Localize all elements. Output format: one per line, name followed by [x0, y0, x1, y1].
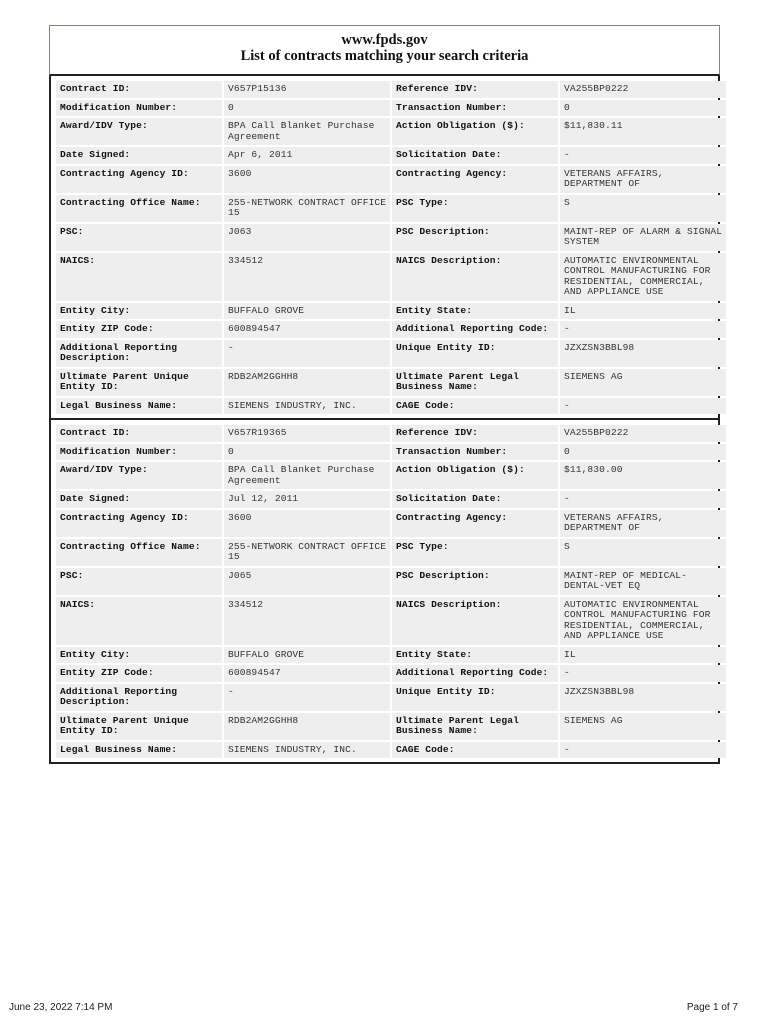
field-label: PSC:	[56, 224, 222, 251]
table-row	[56, 303, 726, 320]
field-value: 334512	[224, 253, 390, 301]
field-label: Contracting Office Name:	[56, 195, 222, 222]
field-value: MAINT-REP OF MEDICAL-DENTAL-VET EQ	[560, 568, 726, 595]
field-label: PSC Description:	[392, 568, 558, 595]
field-label: Contracting Office Name:	[56, 539, 222, 566]
field-value: BPA Call Blanket Purchase Agreement	[224, 118, 390, 145]
field-label: Entity City:	[56, 303, 222, 320]
field-label: Legal Business Name:	[56, 742, 222, 759]
field-label: Award/IDV Type:	[56, 118, 222, 145]
field-value: VA255BP0222	[560, 81, 726, 98]
field-label: NAICS:	[56, 597, 222, 645]
page-title: List of contracts matching your search criteria	[240, 48, 529, 64]
table-row	[56, 597, 726, 645]
table-row	[56, 510, 726, 537]
field-value: -	[560, 321, 726, 338]
contract-record	[51, 76, 723, 418]
field-value: -	[560, 491, 726, 508]
table-row	[56, 713, 726, 740]
field-value: 255-NETWORK CONTRACT OFFICE 15	[224, 539, 390, 566]
field-value: J065	[224, 568, 390, 595]
field-label: PSC Description:	[392, 224, 558, 251]
field-value: J063	[224, 224, 390, 251]
table-row	[56, 462, 726, 489]
field-value: -	[224, 684, 390, 711]
field-label: Ultimate Parent Legal Business Name:	[392, 713, 558, 740]
table-row	[56, 539, 726, 566]
field-label: Reference IDV:	[392, 81, 558, 98]
field-value: JZXZSN3BBL98	[560, 340, 726, 367]
field-value: -	[560, 742, 726, 759]
field-value: SIEMENS INDUSTRY, INC.	[224, 742, 390, 759]
field-label: Entity State:	[392, 303, 558, 320]
contract-detail-table	[54, 79, 728, 416]
field-value: V657R19365	[224, 425, 390, 442]
field-label: NAICS:	[56, 253, 222, 301]
field-label: Ultimate Parent Legal Business Name:	[392, 369, 558, 396]
field-label: Date Signed:	[56, 491, 222, 508]
contract-records	[49, 76, 723, 764]
table-row	[56, 147, 726, 164]
table-row	[56, 742, 726, 759]
field-label: Entity ZIP Code:	[56, 665, 222, 682]
contract-detail-table	[54, 423, 728, 760]
table-row	[56, 398, 726, 415]
field-value: AUTOMATIC ENVIRONMENTAL CONTROL MANUFACTURING FOR RESIDENTIAL, COMMERCIAL, AND APPLIANCE USE	[560, 597, 726, 645]
field-value: $11,830.00	[560, 462, 726, 489]
field-label: Solicitation Date:	[392, 491, 558, 508]
field-value: BPA Call Blanket Purchase Agreement	[224, 462, 390, 489]
field-value: 3600	[224, 510, 390, 537]
field-value: RDB2AM2GGHH8	[224, 713, 390, 740]
field-label: Reference IDV:	[392, 425, 558, 442]
print-timestamp: June 23, 2022 7:14 PM	[9, 1002, 113, 1013]
field-label: Contracting Agency:	[392, 510, 558, 537]
field-label: Additional Reporting Code:	[392, 321, 558, 338]
field-value: BUFFALO GROVE	[224, 303, 390, 320]
table-row	[56, 81, 726, 98]
table-row	[56, 224, 726, 251]
field-label: Contracting Agency ID:	[56, 166, 222, 193]
field-label: Contract ID:	[56, 81, 222, 98]
field-value: 0	[224, 100, 390, 117]
field-value: $11,830.11	[560, 118, 726, 145]
table-row	[56, 321, 726, 338]
table-row	[56, 568, 726, 595]
field-label: Date Signed:	[56, 147, 222, 164]
field-label: NAICS Description:	[392, 253, 558, 301]
field-label: Ultimate Parent Unique Entity ID:	[56, 713, 222, 740]
field-label: PSC:	[56, 568, 222, 595]
field-label: CAGE Code:	[392, 742, 558, 759]
field-value: VETERANS AFFAIRS, DEPARTMENT OF	[560, 510, 726, 537]
field-value: -	[560, 665, 726, 682]
table-row	[56, 100, 726, 117]
field-label: NAICS Description:	[392, 597, 558, 645]
field-label: Transaction Number:	[392, 444, 558, 461]
page-number: Page 1 of 7	[686, 1002, 738, 1013]
table-row	[56, 491, 726, 508]
table-row	[56, 425, 726, 442]
field-value: JZXZSN3BBL98	[560, 684, 726, 711]
field-label: Entity City:	[56, 647, 222, 664]
field-value: VA255BP0222	[560, 425, 726, 442]
field-value: VETERANS AFFAIRS, DEPARTMENT OF	[560, 166, 726, 193]
page-header	[49, 25, 720, 76]
table-row	[56, 647, 726, 664]
field-label: Entity ZIP Code:	[56, 321, 222, 338]
document	[49, 25, 723, 764]
table-row	[56, 195, 726, 222]
field-label: Entity State:	[392, 647, 558, 664]
field-label: Action Obligation ($):	[392, 462, 558, 489]
table-row	[56, 369, 726, 396]
field-label: Additional Reporting Description:	[56, 684, 222, 711]
field-label: Modification Number:	[56, 100, 222, 117]
field-label: Ultimate Parent Unique Entity ID:	[56, 369, 222, 396]
field-label: CAGE Code:	[392, 398, 558, 415]
field-label: Transaction Number:	[392, 100, 558, 117]
contract-record	[51, 418, 718, 762]
table-row	[56, 118, 726, 145]
field-value: -	[224, 340, 390, 367]
field-value: IL	[560, 303, 726, 320]
table-row	[56, 340, 726, 367]
table-row	[56, 253, 726, 301]
site-name: www.fpds.gov	[341, 32, 428, 48]
field-value: 0	[224, 444, 390, 461]
field-value: SIEMENS AG	[560, 369, 726, 396]
field-label: Unique Entity ID:	[392, 340, 558, 367]
field-value: Jul 12, 2011	[224, 491, 390, 508]
field-value: Apr 6, 2011	[224, 147, 390, 164]
field-value: 334512	[224, 597, 390, 645]
field-label: Action Obligation ($):	[392, 118, 558, 145]
field-label: Contract ID:	[56, 425, 222, 442]
field-label: Contracting Agency ID:	[56, 510, 222, 537]
field-value: 0	[560, 100, 726, 117]
field-value: 600894547	[224, 665, 390, 682]
field-value: -	[560, 147, 726, 164]
field-value: 3600	[224, 166, 390, 193]
field-value: RDB2AM2GGHH8	[224, 369, 390, 396]
field-label: Additional Reporting Description:	[56, 340, 222, 367]
field-value: BUFFALO GROVE	[224, 647, 390, 664]
field-value: SIEMENS AG	[560, 713, 726, 740]
field-label: Unique Entity ID:	[392, 684, 558, 711]
table-row	[56, 444, 726, 461]
table-row	[56, 684, 726, 711]
field-value: V657P15136	[224, 81, 390, 98]
field-value: S	[560, 195, 726, 222]
field-value: -	[560, 398, 726, 415]
field-label: PSC Type:	[392, 195, 558, 222]
field-value: S	[560, 539, 726, 566]
field-label: Modification Number:	[56, 444, 222, 461]
field-value: 255-NETWORK CONTRACT OFFICE 15	[224, 195, 390, 222]
field-label: Award/IDV Type:	[56, 462, 222, 489]
field-label: Solicitation Date:	[392, 147, 558, 164]
field-value: IL	[560, 647, 726, 664]
table-row	[56, 665, 726, 682]
field-label: PSC Type:	[392, 539, 558, 566]
field-value: 600894547	[224, 321, 390, 338]
field-value: SIEMENS INDUSTRY, INC.	[224, 398, 390, 415]
table-row	[56, 166, 726, 193]
field-label: Contracting Agency:	[392, 166, 558, 193]
field-value: MAINT-REP OF ALARM & SIGNAL SYSTEM	[560, 224, 726, 251]
field-label: Legal Business Name:	[56, 398, 222, 415]
field-value: AUTOMATIC ENVIRONMENTAL CONTROL MANUFACTURING FOR RESIDENTIAL, COMMERCIAL, AND APPLIANCE USE	[560, 253, 726, 301]
field-value: 0	[560, 444, 726, 461]
field-label: Additional Reporting Code:	[392, 665, 558, 682]
